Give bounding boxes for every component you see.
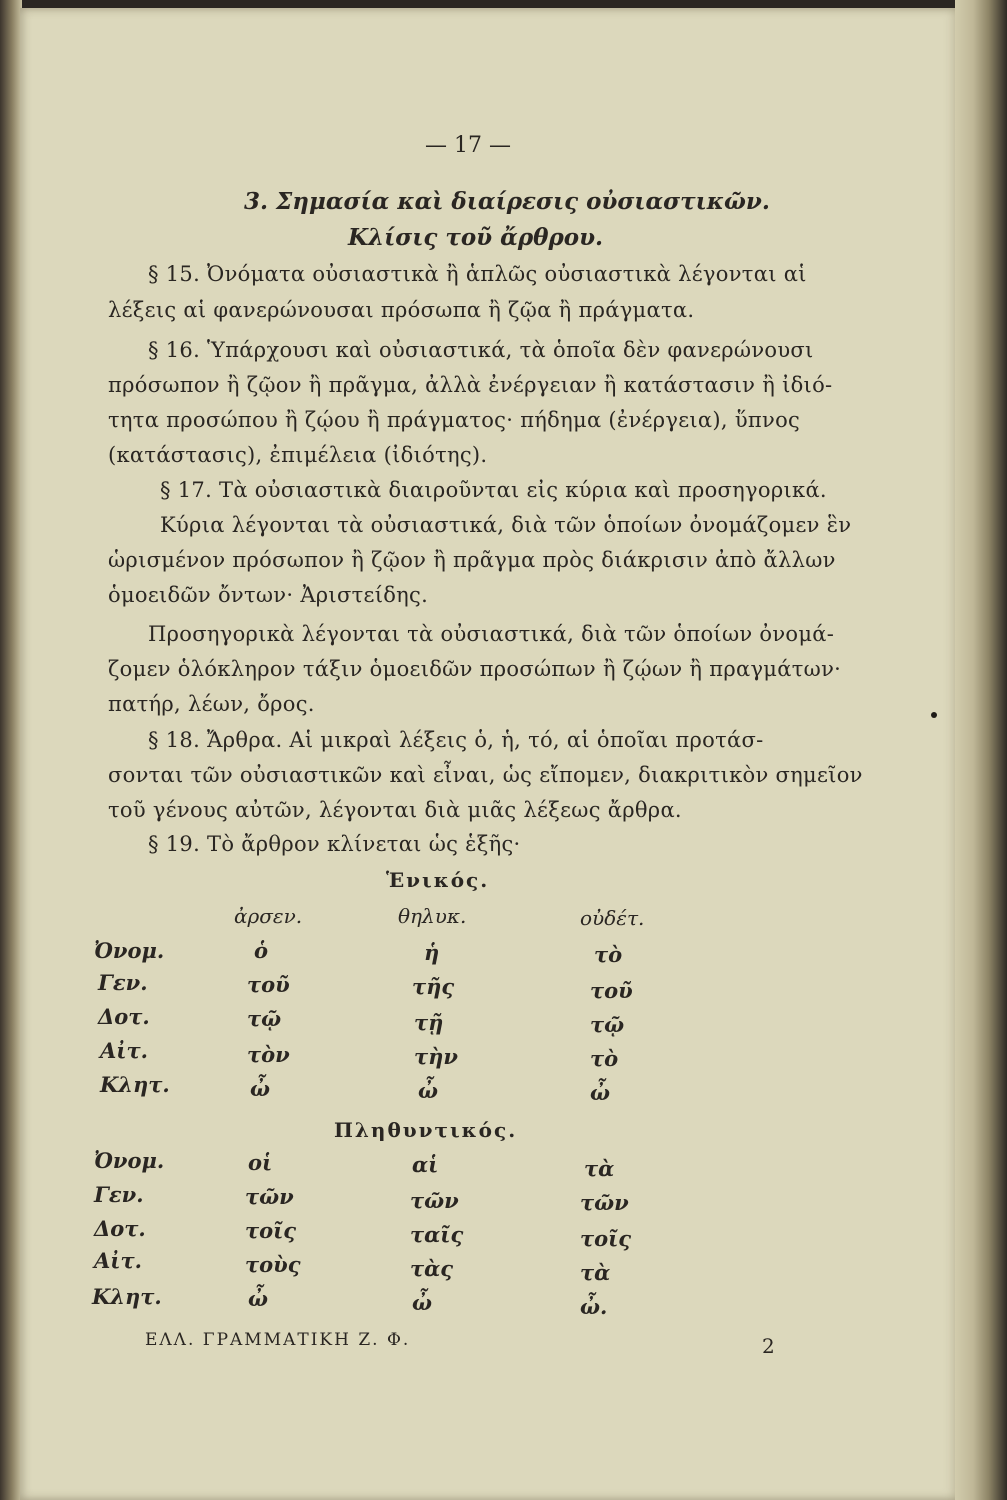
paragraph-17-line: Κύρια λέγονται τὰ οὐσιαστικά, διὰ τῶν ὁποίων ὀνομάζομεν ἓν	[160, 513, 852, 537]
paragraph-17b-line: ζομεν ὁλόκληρον τάξιν ὁμοειδῶν προσώπων ἢ ζῴων ἢ πραγμάτων·	[108, 657, 842, 681]
article-feminine: ἡ	[424, 940, 440, 965]
article-feminine: ταῖς	[410, 1222, 464, 1247]
article-neuter: τοῖς	[580, 1226, 632, 1251]
singular-title: Ἑνικός.	[386, 868, 490, 892]
article-masculine: τὸν	[247, 1042, 290, 1067]
paragraph-15-line: λέξεις αἱ φανερώνουσαι πρόσωπα ἢ ζῷα ἢ πράγματα.	[108, 298, 695, 322]
article-neuter: τῷ	[590, 1012, 625, 1037]
paragraph-16-line: § 16. Ὑπάρχουσι καὶ οὐσιαστικά, τὰ ὁποῖα δὲν φανερώνουσι	[148, 338, 814, 362]
article-neuter: τὰ	[584, 1156, 615, 1181]
article-feminine: τῆς	[412, 974, 455, 999]
case-label: Αἰτ.	[100, 1038, 148, 1063]
paragraph-16-line: τητα προσώπου ἢ ζῴου ἢ πράγματος· πήδημα (ἐνέργεια), ὕπνος	[108, 408, 801, 432]
case-label: Γεν.	[98, 970, 148, 995]
section-heading: 3. Σημασία καὶ διαίρεσις οὐσιαστικῶν.	[244, 188, 770, 215]
article-masculine: ὦ	[248, 1286, 268, 1311]
case-label: Δοτ.	[98, 1004, 150, 1029]
paragraph-17-line: ὁμοειδῶν ὄντων· Ἀριστείδης.	[108, 583, 429, 607]
gender-header-feminine: θηλυκ.	[398, 904, 467, 928]
case-label: Ὀνομ.	[94, 938, 165, 963]
article-feminine: τῇ	[414, 1010, 444, 1035]
case-label: Κλητ.	[92, 1284, 162, 1309]
article-masculine: ὁ	[254, 938, 269, 963]
gender-header-neuter: οὐδέτ.	[580, 906, 645, 930]
paragraph-18-line: τοῦ γένους αὐτῶν, λέγονται διὰ μιᾶς λέξεως ἄρθρα.	[108, 798, 682, 822]
case-label: Αἰτ.	[94, 1248, 142, 1273]
case-label: Ὀνομ.	[94, 1148, 165, 1173]
article-feminine: τὴν	[414, 1044, 458, 1069]
article-masculine: τοὺς	[245, 1252, 301, 1277]
article-feminine: ὦ	[412, 1290, 432, 1315]
article-neuter: τοῦ	[590, 978, 633, 1003]
printer-signature: ΕΛΛ. ΓΡΑΜΜΑΤΙΚΗ Ζ. Φ.	[145, 1330, 411, 1350]
paragraph-17b-line: Προσηγορικὰ λέγονται τὰ οὐσιαστικά, διὰ τῶν ὁποίων ὀνομά-	[148, 622, 835, 646]
sheet-mark: 2	[762, 1334, 777, 1358]
paragraph-17-line: ὡρισμένον πρόσωπον ἢ ζῷον ἢ πρᾶγμα πρὸς διάκρισιν ἀπὸ ἄλλων	[108, 548, 836, 572]
paragraph-17b-line: πατήρ, λέων, ὄρος.	[108, 692, 315, 716]
article-masculine: τῷ	[247, 1006, 282, 1031]
article-feminine: τῶν	[410, 1188, 459, 1213]
paragraph-17-line: § 17. Τὰ οὐσιαστικὰ διαιροῦνται εἰς κύρια καὶ προσηγορικά.	[160, 478, 827, 502]
paragraph-16-line: πρόσωπον ἢ ζῷον ἢ πρᾶγμα, ἀλλὰ ἐνέργειαν ἢ κατάστασιν ἢ ἰδιό-	[108, 373, 833, 397]
ink-speck	[931, 712, 937, 718]
case-label: Κλητ.	[100, 1072, 170, 1097]
article-masculine: τοῦ	[247, 972, 290, 997]
article-masculine: οἱ	[248, 1150, 273, 1175]
paragraph-18-line: σονται τῶν οὐσιαστικῶν καὶ εἶναι, ὡς εἴπομεν, διακριτικὸν σημεῖον	[108, 763, 863, 787]
article-neuter: τὸ	[590, 1046, 619, 1071]
article-feminine: ὦ	[418, 1078, 438, 1103]
article-feminine: αἱ	[412, 1152, 439, 1177]
article-neuter: ὦ	[590, 1080, 610, 1105]
article-neuter: τὰ	[580, 1260, 611, 1285]
page-edges	[955, 0, 1007, 1500]
case-label: Δοτ.	[94, 1216, 146, 1241]
plural-title: Πληθυντικός.	[334, 1118, 518, 1142]
article-masculine: τοῖς	[245, 1218, 297, 1243]
article-feminine: τὰς	[410, 1256, 454, 1281]
gender-header-masculine: ἀρσεν.	[234, 904, 303, 928]
paragraph-15-line: § 15. Ὀνόματα οὐσιαστικὰ ἢ ἁπλῶς οὐσιαστικὰ λέγονται αἱ	[148, 262, 807, 286]
paragraph-19: § 19. Τὸ ἄρθρον κλίνεται ὡς ἑξῆς·	[148, 832, 521, 856]
article-neuter: τῶν	[580, 1190, 629, 1215]
article-masculine: ὦ	[250, 1076, 270, 1101]
page-number: — 17 —	[425, 133, 511, 158]
book-spine	[0, 0, 22, 1500]
paragraph-16-line: (κατάστασις), ἐπιμέλεια (ἰδιότης).	[108, 443, 488, 467]
article-neuter: τὸ	[594, 942, 623, 967]
section-subheading: Κλίσις τοῦ ἄρθρου.	[348, 224, 604, 251]
article-neuter: ὦ.	[580, 1294, 608, 1319]
article-masculine: τῶν	[245, 1184, 294, 1209]
paragraph-18-line: § 18. Ἄρθρα. Αἱ μικραὶ λέξεις ὁ, ἡ, τό, αἱ ὁποῖαι προτάσ-	[148, 728, 764, 752]
case-label: Γεν.	[94, 1182, 144, 1207]
